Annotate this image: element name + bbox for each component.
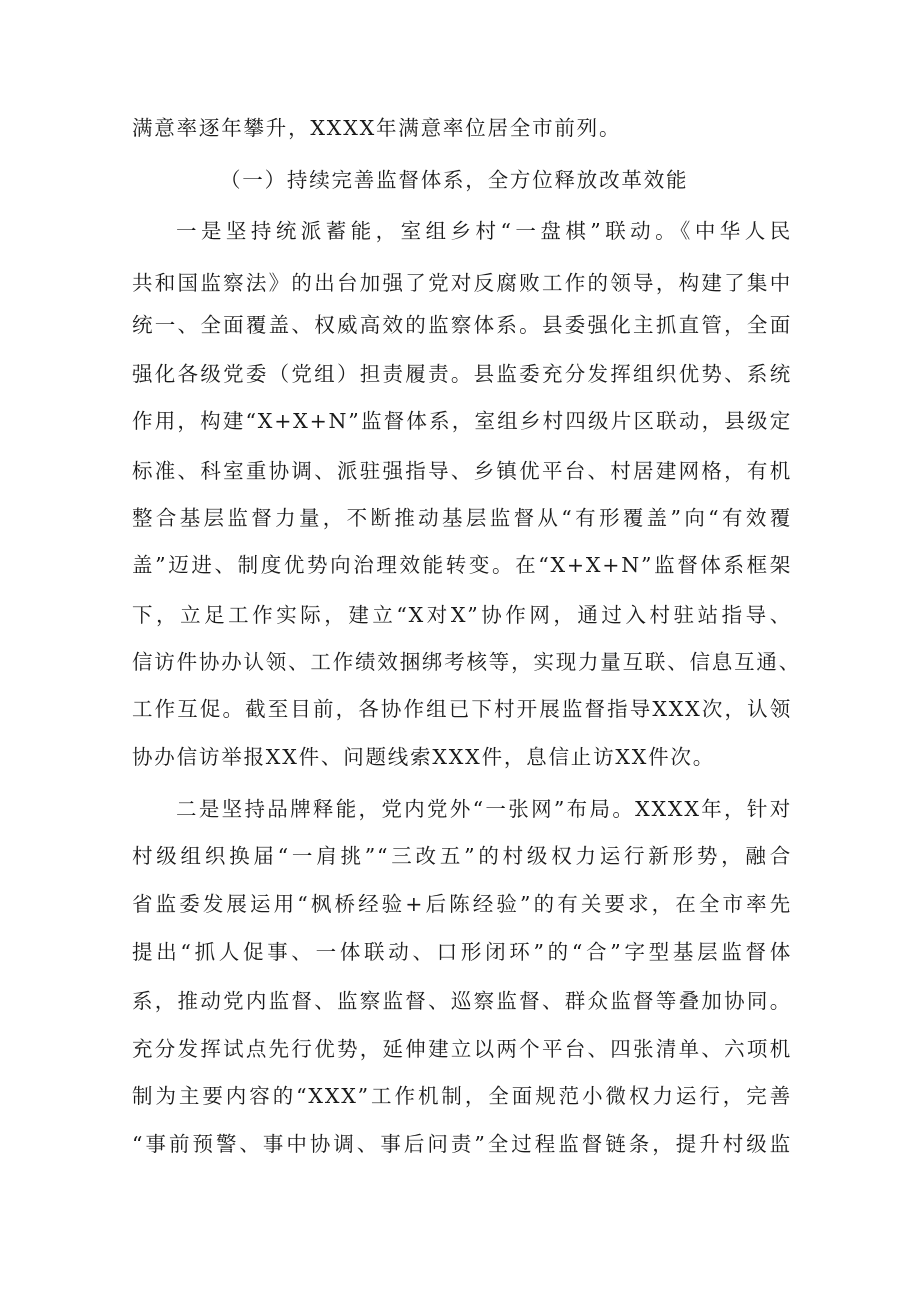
paragraph-line: 工作互促。截至目前，各协作组已下村开展监督指导XXX次，认领 (132, 697, 792, 721)
paragraph-line: 统一、全面覆盖、权威高效的监察体系。县委强化主抓直管，全面 (132, 313, 792, 337)
paragraph-line: 提出“抓人促事、一体联动、口形闭环”的“合”字型基层监督体 (132, 940, 792, 964)
paragraph-line: 制为主要内容的“XXX”工作机制，全面规范小微权力运行，完善 (132, 1084, 792, 1108)
paragraph-line: 强化各级党委（党组）担责履责。县监委充分发挥组织优势、系统 (132, 362, 792, 386)
paragraph-line: 信访件协办认领、工作绩效捆绑考核等，实现力量互联、信息互通、 (132, 650, 801, 674)
paragraph-line: “事前预警、事中协调、事后问责”全过程监督链条，提升村级监 (132, 1132, 792, 1156)
paragraph-line: 系，推动党内监督、监察监督、巡察监督、群众监督等叠加协同。 (132, 989, 792, 1013)
paragraph-line: 充分发挥试点先行优势，延伸建立以两个平台、四张清单、六项机 (132, 1037, 792, 1061)
paragraph-line: 村级组织换届“一肩挑”“三改五”的村级权力运行新形势，融合 (132, 844, 792, 868)
paragraph-line: 二是坚持品牌释能，党内党外“一张网”布局。XXXX年，针对 (176, 797, 792, 821)
paragraph-line: 一是坚持统派蓄能，室组乡村“一盘棋”联动。《中华人民 (176, 219, 792, 243)
paragraph-line: 下，立足工作实际，建立“X对X”协作网，通过入村驻站指导、 (132, 603, 792, 627)
paragraph-line: 整合基层监督力量，不断推动基层监督从“有形覆盖”向“有效覆 (132, 506, 792, 530)
paragraph-line: 标准、科室重协调、派驻强指导、乡镇优平台、村居建网格，有机 (132, 459, 792, 483)
document-body (132, 0, 801, 1301)
paragraph-line: 盖”迈进、制度优势向治理效能转变。在“X+X+N”监督体系框架 (132, 553, 792, 577)
section-heading: （一）持续完善监督体系，全方位释放改革效能 (220, 168, 689, 192)
paragraph-line: 共和国监察法》的出台加强了党对反腐败工作的领导，构建了集中 (132, 271, 792, 295)
paragraph-line: 满意率逐年攀升，XXXX年满意率位居全市前列。 (132, 116, 622, 140)
paragraph-line: 协办信访举报XX件、问题线索XXX件，息信止访XX件次。 (132, 745, 716, 769)
paragraph-line: 作用，构建“X+X+N”监督体系，室组乡村四级片区联动，县级定 (132, 409, 792, 433)
paragraph-line: 省监委发展运用“枫桥经验+后陈经验”的有关要求，在全市率先 (132, 892, 792, 916)
